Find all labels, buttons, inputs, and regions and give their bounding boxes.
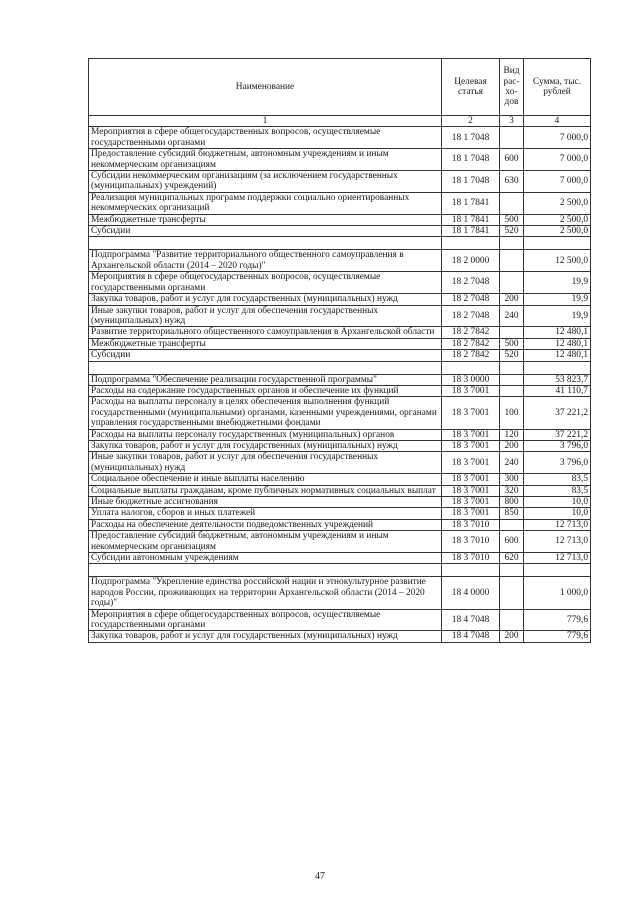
code-cell: 18 1 7841 bbox=[442, 214, 500, 225]
expense-type-cell: 320 bbox=[500, 485, 524, 496]
amount-cell: 7 000,0 bbox=[524, 171, 591, 193]
code-cell: 18 3 7001 bbox=[442, 485, 500, 496]
amount-cell: 2 500,0 bbox=[524, 192, 591, 214]
code-cell: 18 3 0000 bbox=[442, 374, 500, 385]
table-header-row bbox=[89, 59, 591, 116]
amount-cell: 83,5 bbox=[524, 474, 591, 485]
empty-cell bbox=[89, 361, 442, 374]
amount-cell: 3 796,0 bbox=[524, 440, 591, 451]
code-cell: 18 3 7010 bbox=[442, 553, 500, 564]
code-cell: 18 1 7048 bbox=[442, 149, 500, 171]
code-cell: 18 3 7010 bbox=[442, 519, 500, 530]
expense-type-cell: 300 bbox=[500, 474, 524, 485]
header-name: Наименование bbox=[89, 59, 442, 116]
code-cell: 18 3 7001 bbox=[442, 508, 500, 519]
table-row bbox=[89, 305, 591, 327]
expense-type-cell bbox=[500, 577, 524, 609]
expense-type-cell: 620 bbox=[500, 553, 524, 564]
code-cell: 18 2 0000 bbox=[442, 250, 500, 272]
expense-type-cell: 200 bbox=[500, 294, 524, 305]
expense-type-cell: 630 bbox=[500, 171, 524, 193]
amount-cell: 2 500,0 bbox=[524, 226, 591, 237]
table-row bbox=[89, 531, 591, 553]
amount-cell: 12 500,0 bbox=[524, 250, 591, 272]
amount-cell: 19,9 bbox=[524, 272, 591, 294]
name-cell: Подпрограмма "Обеспечение реализации государственной программы" bbox=[89, 374, 442, 385]
table-row bbox=[89, 497, 591, 508]
spacer-row bbox=[89, 237, 591, 250]
expense-type-cell bbox=[500, 127, 524, 149]
name-cell: Мероприятия в сфере общегосударственных вопросов, осуществляемые государственными органами bbox=[89, 272, 442, 294]
code-cell: 18 1 7048 bbox=[442, 171, 500, 193]
name-cell: Мероприятия в сфере общегосударственных вопросов, осуществляемые государственными органами bbox=[89, 127, 442, 149]
table-row bbox=[89, 519, 591, 530]
name-cell: Иные закупки товаров, работ и услуг для обеспечения государственных (муниципальных) нужд bbox=[89, 305, 442, 327]
amount-cell: 19,9 bbox=[524, 305, 591, 327]
table-row bbox=[89, 192, 591, 214]
name-cell: Субсидии bbox=[89, 350, 442, 361]
table-row bbox=[89, 272, 591, 294]
expense-type-cell: 850 bbox=[500, 508, 524, 519]
amount-cell: 3 796,0 bbox=[524, 452, 591, 474]
name-cell: Предоставление субсидий бюджетным, автономным учреждениям и иным некоммерческим организациям bbox=[89, 149, 442, 171]
name-cell: Социальные выплаты гражданам, кроме публичных нормативных социальных выплат bbox=[89, 485, 442, 496]
table-row bbox=[89, 553, 591, 564]
name-cell: Социальное обеспечение и иные выплаты населению bbox=[89, 474, 442, 485]
subprogram-row bbox=[89, 577, 591, 609]
expense-type-cell bbox=[500, 327, 524, 338]
table-row bbox=[89, 327, 591, 338]
expense-type-cell: 520 bbox=[500, 350, 524, 361]
name-cell: Закупка товаров, работ и услуг для государственных (муниципальных) нужд bbox=[89, 294, 442, 305]
table-row bbox=[89, 631, 591, 642]
name-cell: Подпрограмма "Укрепление единства российской нации и этнокультурное развитие народов России, проживающих на территории Архангельской области (2014 – 2020 годы)" bbox=[89, 577, 442, 609]
column-number: 1 bbox=[89, 116, 442, 127]
name-cell: Предоставление субсидий бюджетным, автономным учреждениям и иным некоммерческим организациям bbox=[89, 531, 442, 553]
amount-cell: 12 480,1 bbox=[524, 338, 591, 349]
expense-type-cell bbox=[500, 250, 524, 272]
table-row bbox=[89, 226, 591, 237]
column-number: 2 bbox=[442, 116, 500, 127]
amount-cell: 53 823,7 bbox=[524, 374, 591, 385]
column-number: 3 bbox=[500, 116, 524, 127]
empty-cell bbox=[442, 361, 500, 374]
amount-cell: 83,5 bbox=[524, 485, 591, 496]
amount-cell: 37 221,2 bbox=[524, 397, 591, 429]
header-code: Целевая статья bbox=[442, 59, 500, 116]
table-row bbox=[89, 429, 591, 440]
amount-cell: 779,6 bbox=[524, 609, 591, 631]
amount-cell: 12 713,0 bbox=[524, 519, 591, 530]
empty-cell bbox=[500, 361, 524, 374]
empty-cell bbox=[524, 361, 591, 374]
code-cell: 18 2 7048 bbox=[442, 272, 500, 294]
amount-cell: 1 000,0 bbox=[524, 577, 591, 609]
table-row bbox=[89, 474, 591, 485]
expense-type-cell: 100 bbox=[500, 397, 524, 429]
code-cell: 18 1 7841 bbox=[442, 226, 500, 237]
table-row bbox=[89, 294, 591, 305]
name-cell: Субсидии bbox=[89, 226, 442, 237]
expense-type-cell bbox=[500, 385, 524, 396]
empty-cell bbox=[89, 237, 442, 250]
expense-type-cell: 240 bbox=[500, 452, 524, 474]
table-row bbox=[89, 397, 591, 429]
table-body bbox=[89, 127, 591, 642]
amount-cell: 41 110,7 bbox=[524, 385, 591, 396]
table-row bbox=[89, 171, 591, 193]
amount-cell: 7 000,0 bbox=[524, 149, 591, 171]
code-cell: 18 1 7048 bbox=[442, 127, 500, 149]
code-cell: 18 3 7001 bbox=[442, 397, 500, 429]
code-cell: 18 2 7048 bbox=[442, 305, 500, 327]
amount-cell: 12 713,0 bbox=[524, 553, 591, 564]
name-cell: Субсидии автономным учреждениям bbox=[89, 553, 442, 564]
table-row bbox=[89, 127, 591, 149]
code-cell: 18 3 7010 bbox=[442, 531, 500, 553]
amount-cell: 2 500,0 bbox=[524, 214, 591, 225]
empty-cell bbox=[500, 564, 524, 577]
code-cell: 18 1 7841 bbox=[442, 192, 500, 214]
name-cell: Межбюджетные трансферты bbox=[89, 214, 442, 225]
name-cell: Мероприятия в сфере общегосударственных вопросов, осуществляемые государственными органами bbox=[89, 609, 442, 631]
expense-type-cell: 500 bbox=[500, 214, 524, 225]
amount-cell: 12 713,0 bbox=[524, 531, 591, 553]
expense-type-cell: 800 bbox=[500, 497, 524, 508]
expense-type-cell bbox=[500, 519, 524, 530]
code-cell: 18 2 7842 bbox=[442, 338, 500, 349]
code-cell: 18 2 7048 bbox=[442, 294, 500, 305]
amount-cell: 779,6 bbox=[524, 631, 591, 642]
page-number: 47 bbox=[315, 871, 325, 882]
name-cell: Закупка товаров, работ и услуг для государственных (муниципальных) нужд bbox=[89, 631, 442, 642]
name-cell: Расходы на выплаты персоналу в целях обеспечения выполнения функций государственными (муниципальными) органами, казенными учреждениями, органами управления государственными внебюджетными фондами bbox=[89, 397, 442, 429]
subprogram-row bbox=[89, 250, 591, 272]
amount-cell: 12 480,1 bbox=[524, 350, 591, 361]
code-cell: 18 3 7001 bbox=[442, 440, 500, 451]
expense-type-cell bbox=[500, 609, 524, 631]
name-cell: Уплата налогов, сборов и иных платежей bbox=[89, 508, 442, 519]
spacer-row bbox=[89, 564, 591, 577]
table-row bbox=[89, 385, 591, 396]
table-row bbox=[89, 452, 591, 474]
empty-cell bbox=[524, 237, 591, 250]
name-cell: Иные закупки товаров, работ и услуг для обеспечения государственных (муниципальных) нужд bbox=[89, 452, 442, 474]
expense-type-cell bbox=[500, 192, 524, 214]
expense-type-cell: 240 bbox=[500, 305, 524, 327]
empty-cell bbox=[524, 564, 591, 577]
name-cell: Межбюджетные трансферты bbox=[89, 338, 442, 349]
empty-cell bbox=[442, 564, 500, 577]
table-row bbox=[89, 350, 591, 361]
empty-cell bbox=[89, 564, 442, 577]
code-cell: 18 3 7001 bbox=[442, 497, 500, 508]
subprogram-row bbox=[89, 374, 591, 385]
expense-type-cell bbox=[500, 374, 524, 385]
table-row bbox=[89, 338, 591, 349]
code-cell: 18 4 7048 bbox=[442, 609, 500, 631]
table-row bbox=[89, 440, 591, 451]
code-cell: 18 3 7001 bbox=[442, 429, 500, 440]
expense-type-cell: 600 bbox=[500, 149, 524, 171]
table-row bbox=[89, 609, 591, 631]
empty-cell bbox=[500, 237, 524, 250]
name-cell: Подпрограмма "Развитие территориального общественного самоуправления в Архангельской области (2014 – 2020 годы)" bbox=[89, 250, 442, 272]
table-row bbox=[89, 214, 591, 225]
expense-type-cell: 500 bbox=[500, 338, 524, 349]
name-cell: Расходы на обеспечение деятельности подведомственных учреждений bbox=[89, 519, 442, 530]
code-cell: 18 3 7001 bbox=[442, 474, 500, 485]
expense-type-cell bbox=[500, 272, 524, 294]
amount-cell: 37 221,2 bbox=[524, 429, 591, 440]
name-cell: Закупка товаров, работ и услуг для государственных (муниципальных) нужд bbox=[89, 440, 442, 451]
name-cell: Иные бюджетные ассигнования bbox=[89, 497, 442, 508]
name-cell: Развитие территориального общественного самоуправления в Архангельской области bbox=[89, 327, 442, 338]
budget-table bbox=[88, 58, 591, 643]
expense-type-cell: 600 bbox=[500, 531, 524, 553]
amount-cell: 19,9 bbox=[524, 294, 591, 305]
name-cell: Субсидии некоммерческим организациям (за исключением государственных (муниципальных) учреждений) bbox=[89, 171, 442, 193]
table-row bbox=[89, 149, 591, 171]
expense-type-cell: 120 bbox=[500, 429, 524, 440]
header-type: Вид рас- хо- дов bbox=[500, 59, 524, 116]
name-cell: Расходы на содержание государственных органов и обеспечение их функций bbox=[89, 385, 442, 396]
empty-cell bbox=[442, 237, 500, 250]
code-cell: 18 3 7001 bbox=[442, 385, 500, 396]
code-cell: 18 4 0000 bbox=[442, 577, 500, 609]
table-row bbox=[89, 508, 591, 519]
column-number: 4 bbox=[524, 116, 591, 127]
name-cell: Расходы на выплаты персоналу государственных (муниципальных) органов bbox=[89, 429, 442, 440]
expense-type-cell: 200 bbox=[500, 440, 524, 451]
amount-cell: 10,0 bbox=[524, 497, 591, 508]
header-sum: Сумма, тыс. рублей bbox=[524, 59, 591, 116]
name-cell: Реализация муниципальных программ поддержки социально ориентированных некоммерческих организаций bbox=[89, 192, 442, 214]
table-row bbox=[89, 485, 591, 496]
spacer-row bbox=[89, 361, 591, 374]
expense-type-cell: 200 bbox=[500, 631, 524, 642]
code-cell: 18 2 7842 bbox=[442, 327, 500, 338]
amount-cell: 10,0 bbox=[524, 508, 591, 519]
column-number-row bbox=[89, 116, 591, 127]
code-cell: 18 2 7842 bbox=[442, 350, 500, 361]
code-cell: 18 3 7001 bbox=[442, 452, 500, 474]
amount-cell: 7 000,0 bbox=[524, 127, 591, 149]
amount-cell: 12 480,1 bbox=[524, 327, 591, 338]
expense-type-cell: 520 bbox=[500, 226, 524, 237]
code-cell: 18 4 7048 bbox=[442, 631, 500, 642]
